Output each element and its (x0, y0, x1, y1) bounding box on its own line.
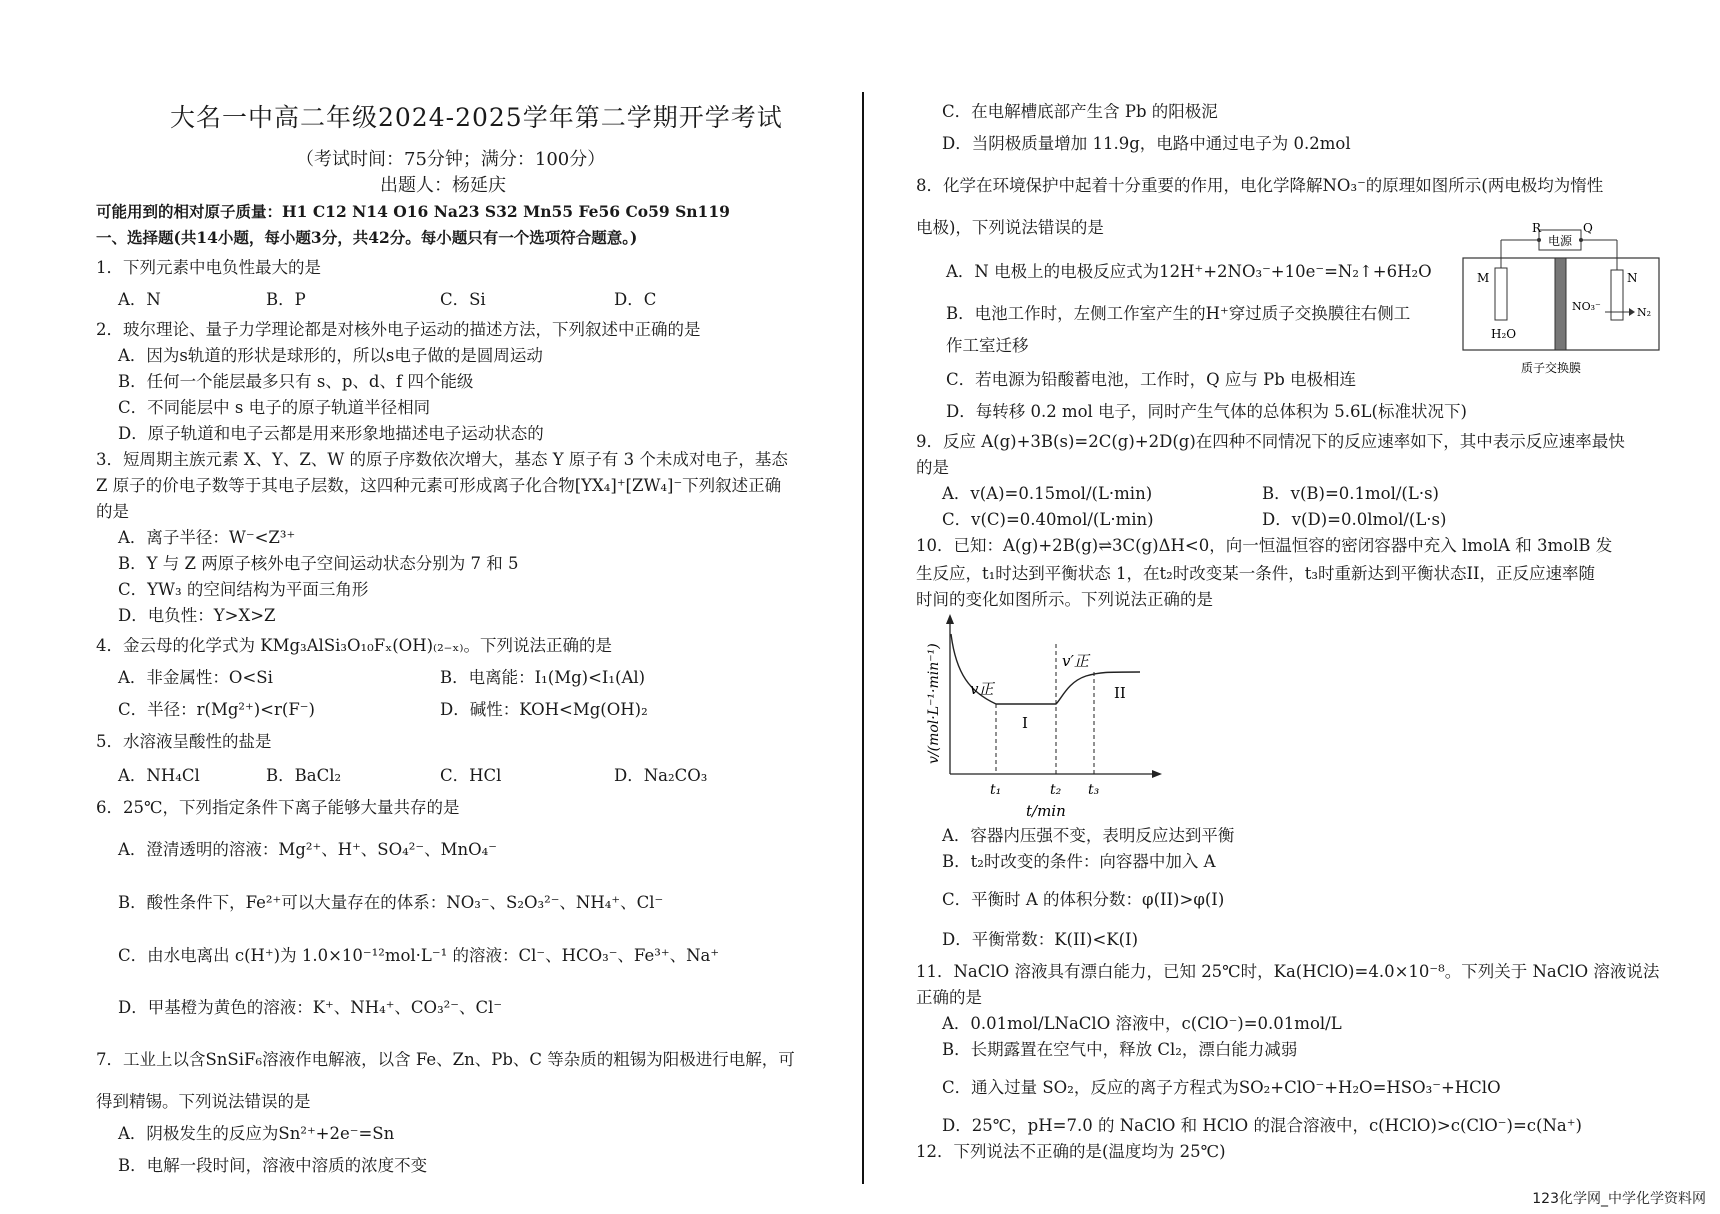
q2-option-c: C．不同能层中 s 电子的原子轨道半径相同 (118, 398, 431, 417)
q1-option-a: A．N (118, 290, 161, 309)
electrode-m-label: M (1477, 271, 1490, 285)
state-2-label: II (1114, 684, 1126, 702)
q5-option-a: A．NH₄Cl (118, 766, 200, 785)
exam-time-info: （考试时间：75分钟；满分：100分） (296, 149, 606, 170)
membrane-label: 质子交换膜 (1521, 361, 1582, 375)
q5-option-c: C．HCl (440, 766, 502, 785)
q10-option-a: A．容器内压强不变，表明反应达到平衡 (942, 826, 1235, 845)
atomic-masses: 可能用到的相对原子质量：H1 C12 N14 O16 Na23 S32 Mn55 Fe56 Co59 Sn119 (96, 202, 730, 221)
question-7-line2: 得到精锡。下列说法错误的是 (96, 1092, 311, 1111)
q10-option-c: C．平衡时 A 的体积分数：φ(II)>φ(I) (942, 890, 1225, 909)
q2-option-a: A．因为s轨道的形状是球形的，所以s电子做的是圆周运动 (118, 346, 543, 365)
question-6: 6．25℃，下列指定条件下离子能够大量共存的是 (96, 798, 460, 817)
q11-option-d: D．25℃，pH=7.0 的 NaClO 和 HClO 的混合溶液中，c(HClO)>c(ClO⁻)=c(Na⁺) (942, 1116, 1582, 1135)
q1-option-d: D．C (614, 290, 657, 309)
question-10-line3: 时间的变化如图所示。下列说法正确的是 (916, 590, 1213, 609)
q5-option-b: B．BaCl₂ (266, 766, 342, 785)
q7-option-a: A．阴极发生的反应为Sn²⁺+2e⁻=Sn (118, 1124, 395, 1143)
q8-option-c: C．若电源为铅酸蓄电池，工作时，Q 应与 Pb 电极相连 (946, 370, 1357, 389)
question-8-line2: 电极)，下列说法错误的是 (916, 218, 1104, 237)
question-11-line1: 11．NaClO 溶液具有漂白能力，已知 25℃时，Ka(HClO)=4.0×10⁻⁸。下列关于 NaClO 溶液说法 (916, 962, 1660, 981)
power-source-label: 电源 (1547, 234, 1573, 248)
q11-option-a: A．0.01mol/LNaClO 溶液中，c(ClO⁻)=0.01mol/L (942, 1014, 1342, 1033)
terminal-q-label: Q (1583, 221, 1593, 235)
q6-option-a: A．澄清透明的溶液：Mg²⁺、H⁺、SO₄²⁻、MnO₄⁻ (118, 840, 497, 859)
section-heading: 一、选择题(共14小题，每小题3分，共42分。每小题只有一个选项符合题意。) (96, 228, 638, 247)
question-10-line1: 10．已知：A(g)+2B(g)⇌3C(g)ΔH<0，向一恒温恒容的密闭容器中充入 lmolA 和 3molB 发 (916, 536, 1613, 555)
question-7-line1: 7．工业上以含SnSiF₆溶液作电解液，以含 Fe、Zn、Pb、C 等杂质的粗锡为阳极进行电解，可 (96, 1050, 795, 1069)
state-1-label: I (1022, 714, 1028, 732)
q9-option-b: B．v(B)=0.1mol/(L·s) (1262, 484, 1439, 503)
q7-option-b: B．电解一段时间，溶液中溶质的浓度不变 (118, 1156, 428, 1175)
rate-time-graph (910, 614, 1170, 820)
q2-option-d: D．原子轨道和电子云都是用来形象地描述电子运动状态的 (118, 424, 544, 443)
water-label: H₂O (1491, 327, 1517, 341)
question-3-line3: 的是 (96, 502, 129, 521)
question-9-line2: 的是 (916, 458, 949, 477)
t2-tick-label: t₂ (1050, 782, 1062, 798)
q11-option-c: C．通入过量 SO₂，反应的离子方程式为SO₂+ClO⁻+H₂O=HSO₃⁻+HClO (942, 1078, 1501, 1097)
q3-option-d: D．电负性：Y>X>Z (118, 606, 276, 625)
question-1: 1．下列元素中电负性最大的是 (96, 258, 321, 277)
terminal-r-label: R (1532, 221, 1542, 235)
t1-tick-label: t₁ (990, 782, 1002, 798)
q10-option-b: B．t₂时改变的条件：向容器中加入 A (942, 852, 1216, 871)
nitrogen-label: N₂ (1637, 306, 1652, 319)
q9-option-a: A．v(A)=0.15mol/(L·min) (942, 484, 1153, 503)
q6-option-b: B．酸性条件下，Fe²⁺可以大量存在的体系：NO₃⁻、S₂O₃²⁻、NH₄⁺、Cl⁻ (118, 893, 664, 912)
question-2: 2．玻尔理论、量子力学理论都是对核外电子运动的描述方法，下列叙述中正确的是 (96, 320, 701, 339)
exam-title: 大名一中高二年级2024-2025学年第二学期开学考试 (170, 103, 783, 132)
v-forward-label: v正 (970, 680, 994, 698)
q4-option-a: A．非金属性：O<Si (118, 668, 273, 687)
q11-option-b: B．长期露置在空气中，释放 Cl₂，漂白能力减弱 (942, 1040, 1298, 1059)
question-10-line2: 生反应，t₁时达到平衡状态 1，在t₂时改变某一条件，t₃时重新达到平衡状态II，正反应速率随 (916, 564, 1596, 583)
t3-tick-label: t₃ (1088, 782, 1100, 798)
q9-option-d: D．v(D)=0.0lmol/(L·s) (1262, 510, 1447, 529)
q3-option-b: B．Y 与 Z 两原子核外电子空间运动状态分别为 7 和 5 (118, 554, 519, 573)
exam-author: 出题人：杨延庆 (380, 175, 506, 196)
q10-option-d: D．平衡常数：K(II)<K(I) (942, 930, 1139, 949)
q8-option-b-line1: B．电池工作时，左侧工作室产生的H⁺穿过质子交换膜往右侧工 (946, 304, 1411, 323)
electrolysis-cell-diagram (1455, 218, 1665, 378)
q2-option-b: B．任何一个能层最多只有 s、p、d、f 四个能级 (118, 372, 474, 391)
q9-option-c: C．v(C)=0.40mol/(L·min) (942, 510, 1154, 529)
y-axis-label: v/(mol·L⁻¹·min⁻¹) (926, 643, 942, 764)
question-5: 5．水溶液呈酸性的盐是 (96, 732, 272, 751)
question-9-line1: 9．反应 A(g)+3B(s)=2C(g)+2D(g)在四种不同情况下的反应速率如下，其中表示反应速率最快 (916, 432, 1625, 451)
question-11-line2: 正确的是 (916, 988, 982, 1007)
q8-option-d: D．每转移 0.2 mol 电子，同时产生气体的总体积为 5.6L(标准状况下) (946, 402, 1467, 421)
proton-exchange-membrane (1555, 258, 1566, 350)
column-divider (862, 92, 864, 1184)
q6-option-d: D．甲基橙为黄色的溶液：K⁺、NH₄⁺、CO₃²⁻、Cl⁻ (118, 998, 503, 1017)
q1-option-c: C．Si (440, 290, 486, 309)
question-12: 12．下列说法不正确的是(温度均为 25℃) (916, 1142, 1226, 1161)
question-4: 4．金云母的化学式为 KMg₃AlSi₃O₁₀Fₓ(OH)₍₂₋ₓ₎。下列说法正确的是 (96, 636, 612, 655)
question-3-line1: 3．短周期主族元素 X、Y、Z、W 的原子序数依次增大，基态 Y 原子有 3 个未成对电子，基态 (96, 450, 788, 469)
v-forward-prime-label: v′正 (1062, 652, 1089, 670)
q8-option-b-line2: 作工室迁移 (946, 336, 1029, 355)
q3-option-a: A．离子半径：W⁻<Z³⁺ (118, 528, 296, 547)
q4-option-c: C．半径：r(Mg²⁺)<r(F⁻) (118, 700, 315, 719)
electrode-m (1495, 268, 1507, 320)
q3-option-c: C．YW₃ 的空间结构为平面三角形 (118, 580, 369, 599)
q1-option-b: B．P (266, 290, 306, 309)
x-axis-label: t/min (1026, 802, 1066, 820)
q6-option-c: C．由水电离出 c(H⁺)为 1.0×10⁻¹²mol·L⁻¹ 的溶液：Cl⁻、HCO₃⁻、Fe³⁺、Na⁺ (118, 946, 720, 965)
nitrate-label: NO₃⁻ (1572, 300, 1601, 313)
q8-option-a: A．N 电极上的电极反应式为12H⁺+2NO₃⁻+10e⁻=N₂↑+6H₂O (946, 262, 1432, 281)
question-8-line1: 8．化学在环境保护中起着十分重要的作用，电化学降解NO₃⁻的原理如图所示(两电极均为惰性 (916, 176, 1604, 195)
electrode-n-label: N (1627, 271, 1638, 285)
q4-option-d: D．碱性：KOH<Mg(OH)₂ (440, 700, 648, 719)
q7-option-d: D．当阴极质量增加 11.9g，电路中通过电子为 0.2mol (942, 134, 1351, 153)
q4-option-b: B．电离能：I₁(Mg)<I₁(Al) (440, 668, 646, 687)
question-3-line2: Z 原子的价电子数等于其电子层数，这四种元素可形成离子化合物[YX₄]⁺[ZW₄]⁻下列叙述正确 (96, 476, 782, 495)
q5-option-d: D．Na₂CO₃ (614, 766, 708, 785)
q7-option-c: C．在电解槽底部产生含 Pb 的阳极泥 (942, 102, 1218, 121)
footer-watermark: 123化学网_中学化学资料网 (1532, 1191, 1706, 1207)
